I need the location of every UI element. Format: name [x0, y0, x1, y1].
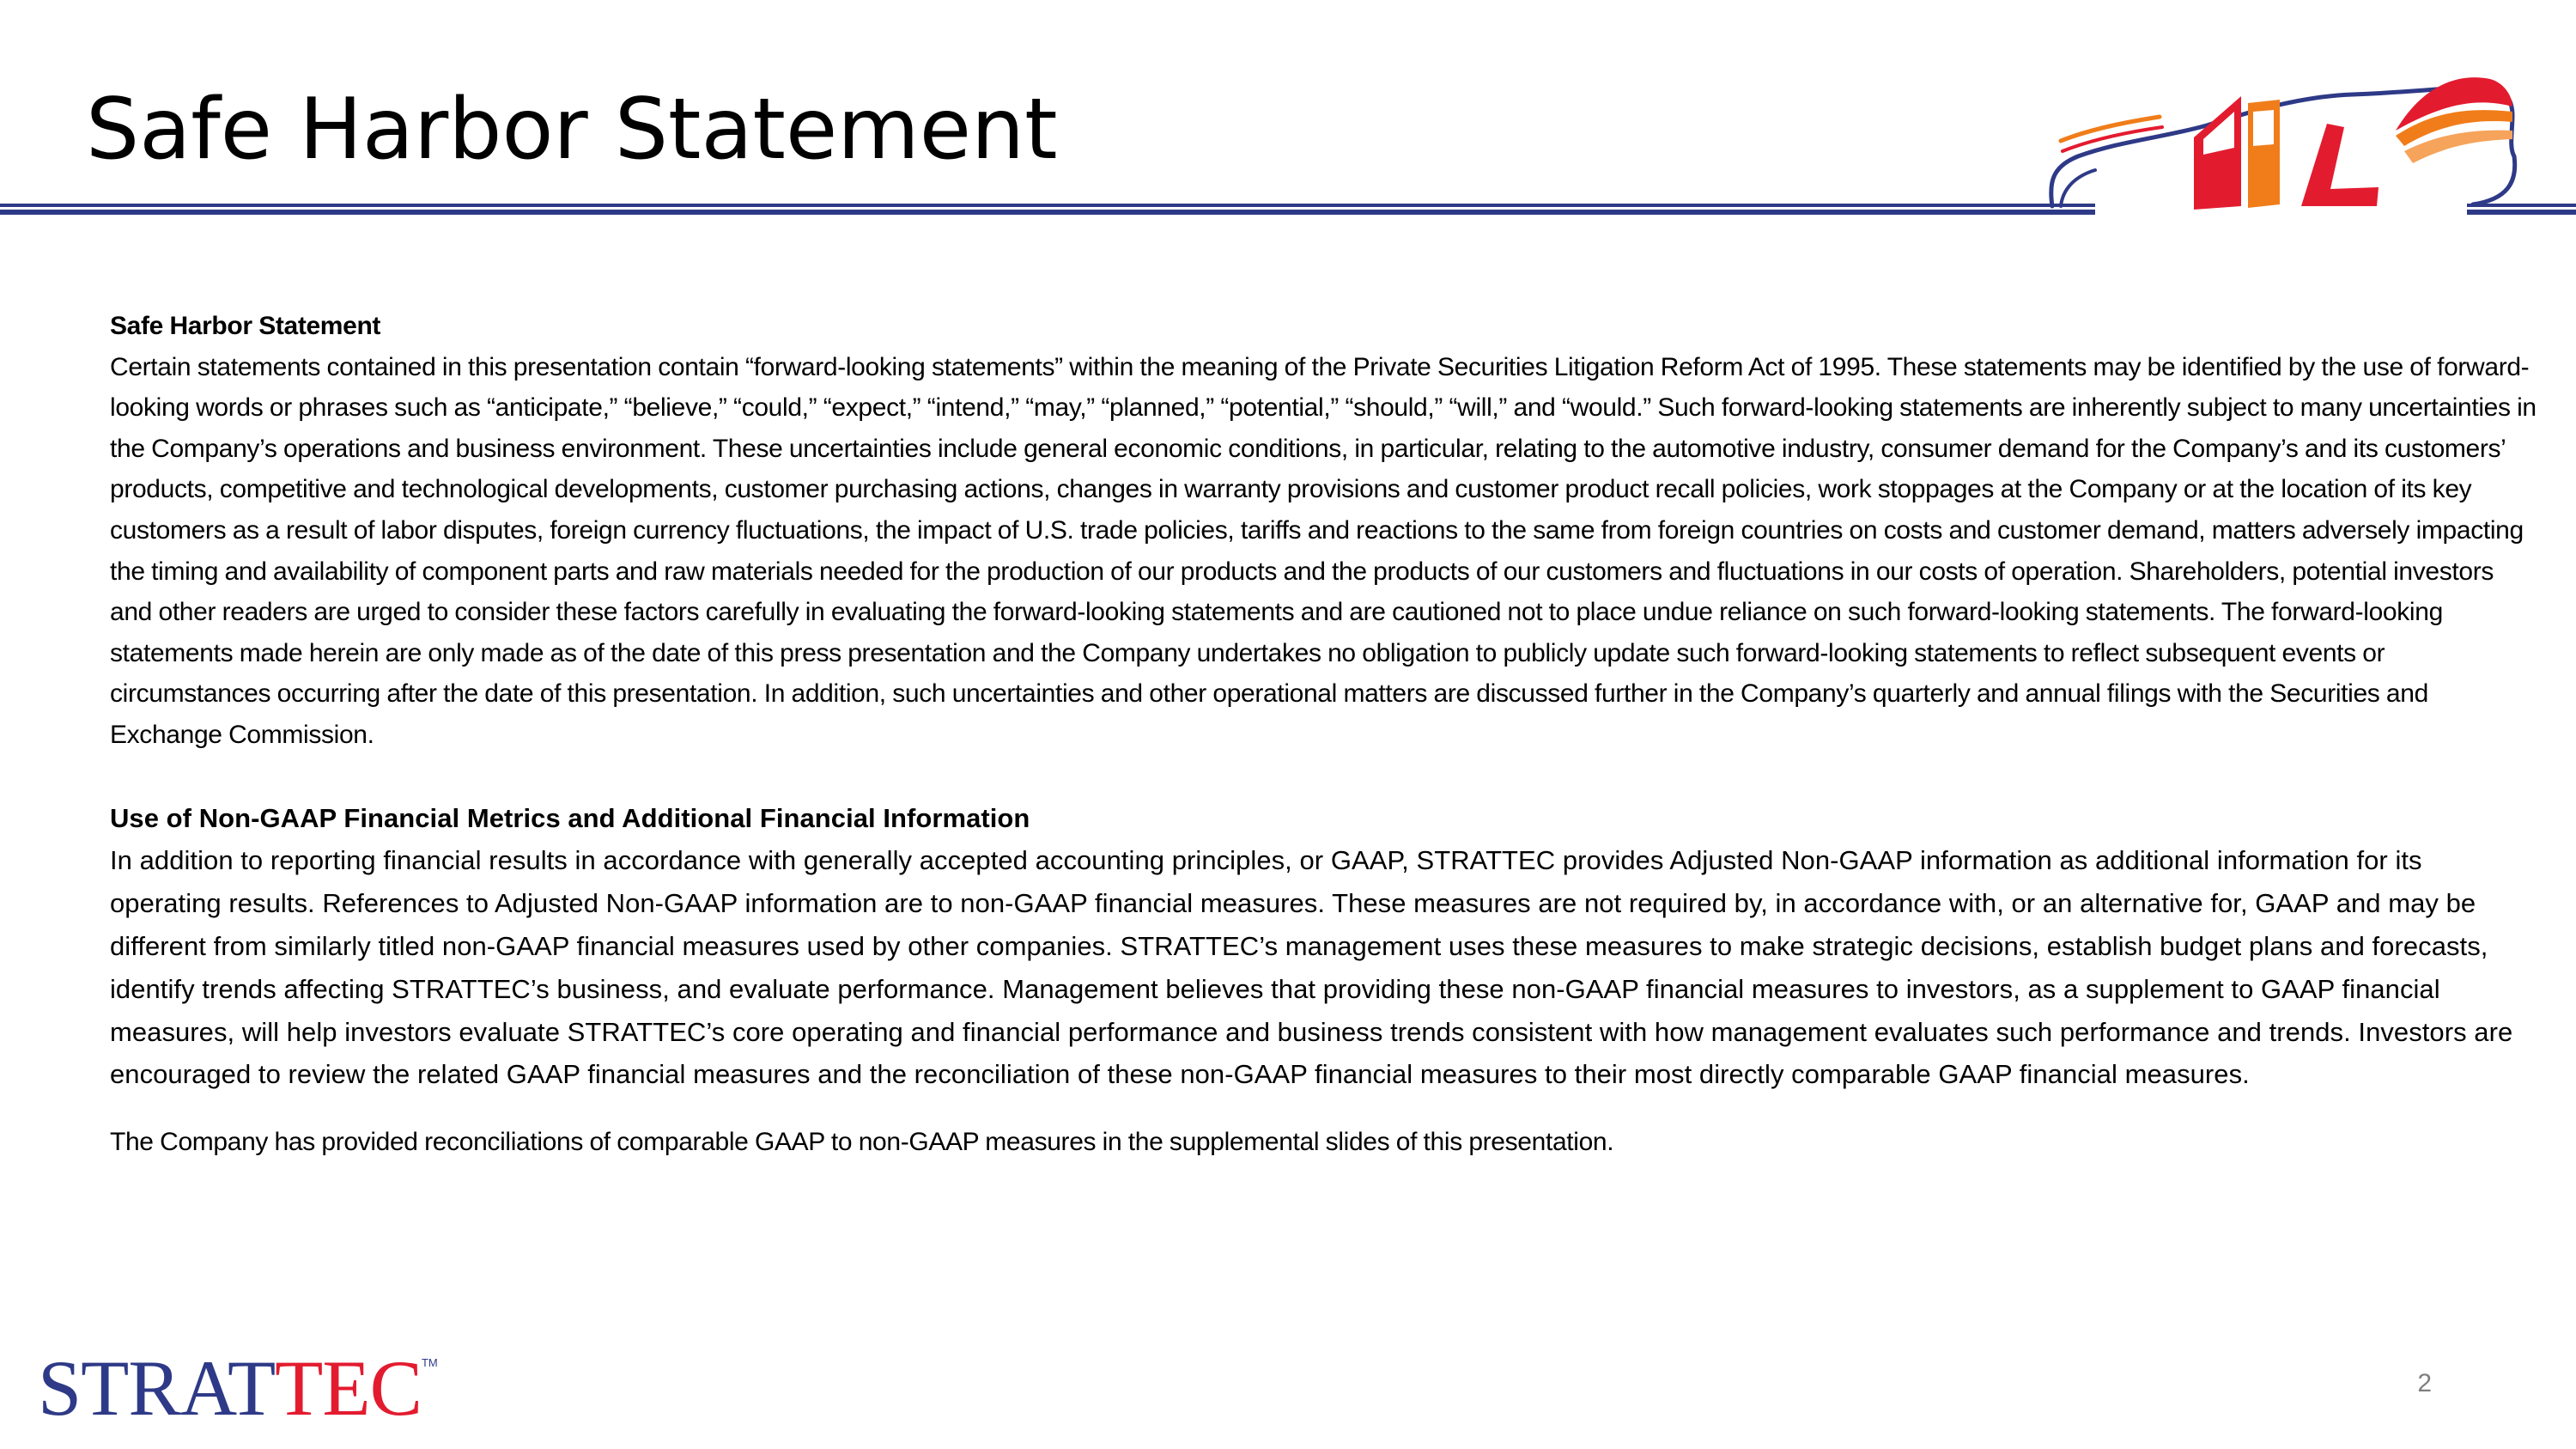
car-roof-curve [2061, 170, 2095, 206]
strattec-logo [38, 1344, 438, 1432]
non-gaap-heading: Use of Non-GAAP Financial Metrics and Additional Financial Information [110, 802, 1030, 833]
header-rule-left-bottom [0, 210, 2095, 215]
logo-strat-text: STRAT [38, 1344, 276, 1432]
non-gaap-body: In addition to reporting financial results in accordance with generally accepted accounting principles, or GAAP, STRATTEC provides Adjusted Non-GAAP information as additional information for its operating results. References to Adjusted Non-GAAP information are to non-GAAP financial measures. These measures are not required by, in accordance with, or an alternative for, GAAP and may be different from similarly titled non-GAAP financial measures used by other companies. STRATTEC’s management uses these measures to make strategic decisions, establish budget plans and forecasts, identify trends affecting STRATTEC’s business, and evaluate performance. Management believes that providing these non-GAAP financial measures to investors, as a supplement to GAAP financial measures, will help investors evaluate STRATTEC’s core operating and financial performance and business trends consistent with how management evaluates such performance and trends. Investors are encouraged to review the related GAAP financial measures and the reconciliation of these non-GAAP financial measures to their most directly comparable GAAP financial measures. [110, 845, 2513, 1090]
safe-harbor-section [110, 306, 2540, 756]
slide-title: Safe Harbor Statement [86, 81, 1058, 179]
door-orange-window [2253, 110, 2274, 146]
non-gaap-section [110, 797, 2540, 1097]
header-rule-left-top [0, 204, 2095, 207]
reconciliation-note: The Company has provided reconciliations of comparable GAAP to non-GAAP measures in the supplemental slides of this presentation. [110, 1128, 1614, 1157]
safe-harbor-body: Certain statements contained in this presentation contain “forward-looking statements” within the meaning of the Private Securities Litigation Reform Act of 1995. These statements may be identified by the use of forward-looking words or phrases such as “anticipate,” “believe,” “could,” “expect,” “intend,” “may,” “planned,” “potential,” “should,” “will,” and “would.” Such forward-looking statements are inherently subject to many uncertainties in the Company’s operations and business environment. These uncertainties include general economic conditions, in particular, relating to the automotive industry, consumer demand for the Company’s and its customers’ products, competitive and technological developments, customer purchasing actions, changes in warranty provisions and customer product recall policies, work stoppages at the Company or at the location of its key customers as a result of labor disputes, foreign currency fluctuations, the impact of U.S. trade policies, tariffs and reactions to the same from foreign countries on costs and customer demand, matters adversely impacting the timing and availability of component parts and raw materials needed for the production of our products and the products of our customers and fluctuations in our costs of operation. Shareholders, potential investors and other readers are urged to consider these factors carefully in evaluating the forward-looking statements and are cautioned not to place undue reliance on such forward-looking statements. The forward-looking statements made herein are only made as of the date of this press presentation and the Company undertakes no obligation to publicly update such forward-looking statements to reflect subsequent events or circumstances occurring after the date of this presentation. In addition, such uncertainties and other operational matters are discussed further in the Company’s quarterly and annual filings with the Securities and Exchange Commission. [110, 352, 2537, 749]
page-number: 2 [2417, 1369, 2432, 1397]
slide-content [110, 306, 2540, 1163]
logo-tec-text: TEC [275, 1344, 422, 1432]
logo-trademark: TM [421, 1356, 438, 1369]
seat-red [2301, 124, 2379, 206]
open-door-shapes [2194, 77, 2512, 210]
car-door-graphic [2044, 62, 2524, 216]
safe-harbor-heading: Safe Harbor Statement [110, 312, 381, 340]
reconciliation-section [110, 1122, 2540, 1163]
